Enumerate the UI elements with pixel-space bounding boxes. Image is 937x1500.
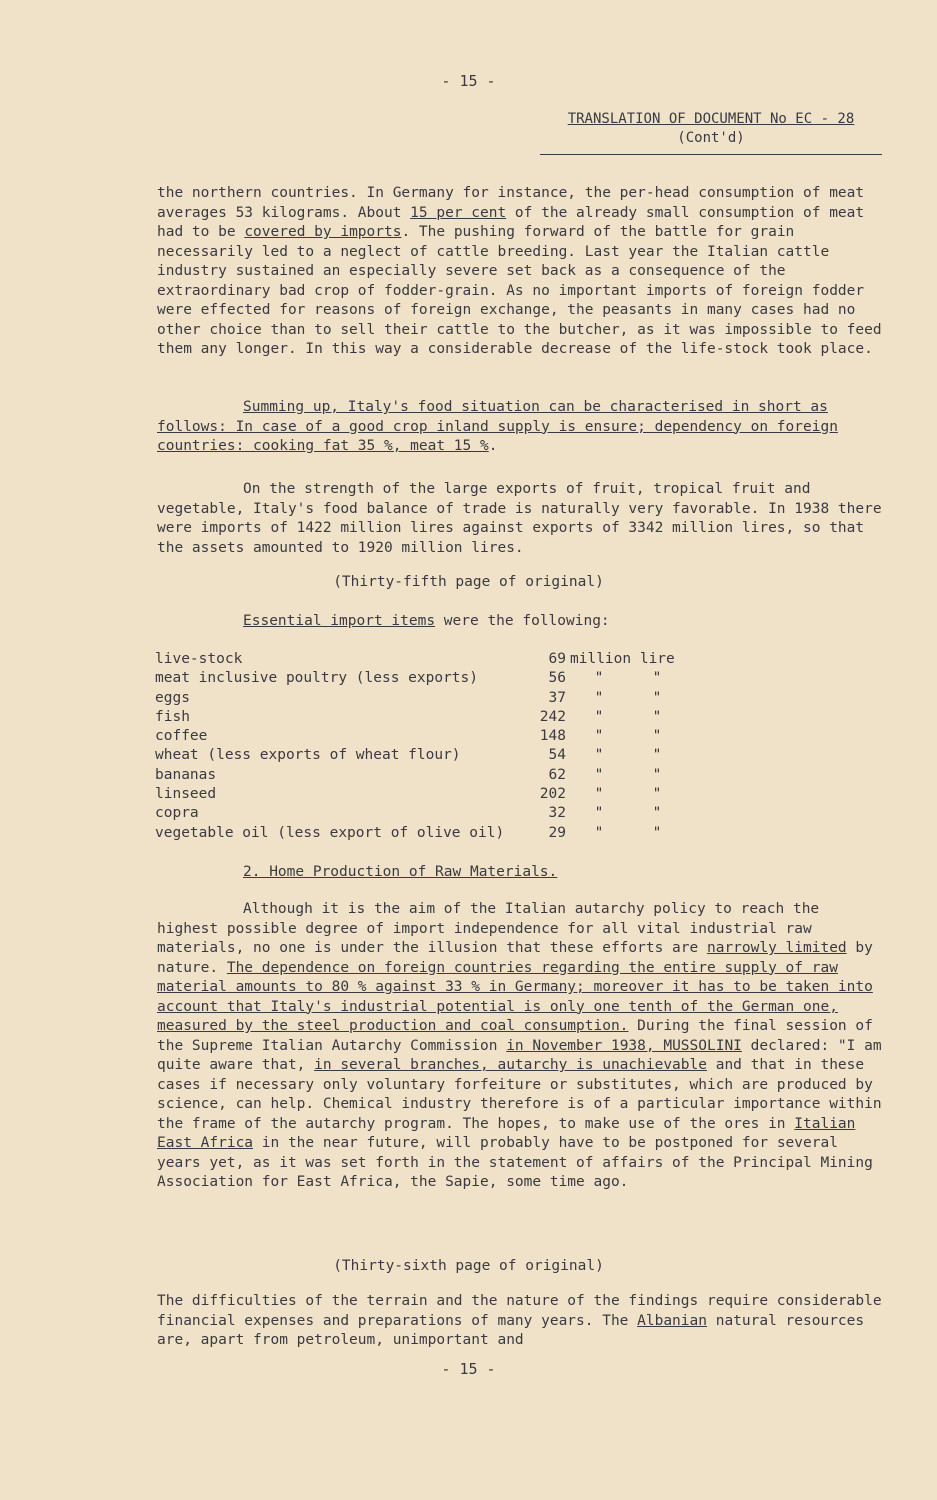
import-amount: 54 — [548, 747, 566, 764]
import-row — [155, 804, 720, 823]
import-amount: 242 — [539, 708, 566, 725]
text-run: natural resources are, apart from petroleum, unimportant and — [157, 1312, 865, 1348]
underlined-text: Albanian — [637, 1312, 707, 1329]
ditto-mark: " — [652, 708, 662, 725]
paragraph-summary — [157, 398, 885, 457]
ditto-mark: " — [594, 708, 604, 725]
import-item: copra — [155, 805, 199, 822]
underlined-text: in November 1938, MUSSOLINI — [506, 1037, 742, 1054]
ditto-mark: " — [594, 786, 604, 803]
text-run: the northern countries. In Germany for instance, the per-head consumption of meat averages 53 kilograms. About — [157, 185, 865, 221]
ditto-marks — [570, 746, 720, 765]
paragraph-meat-consumption — [157, 184, 885, 360]
ditto-mark: " — [594, 824, 604, 841]
text-run: declared: "I am quite aware that, — [157, 1037, 882, 1073]
translation-title: TRANSLATION OF DOCUMENT No EC - 28 — [567, 111, 855, 127]
ditto-marks — [570, 727, 720, 746]
import-row — [155, 766, 720, 785]
ditto-mark: " — [594, 670, 604, 687]
continued-label: (Cont'd) — [677, 130, 745, 146]
ditto-marks — [570, 669, 720, 688]
translation-header — [540, 110, 882, 155]
page-number-bottom: - 15 - — [441, 1360, 496, 1378]
import-row — [155, 785, 720, 804]
ditto-marks — [570, 689, 720, 708]
original-page-note-35: (Thirty-fifth page of original) — [333, 574, 604, 590]
import-amount: 29 — [548, 824, 566, 841]
text-run: During the final session of the Supreme Italian Autarchy Commission — [157, 1018, 873, 1054]
ditto-mark: " — [652, 786, 662, 803]
ditto-mark: " — [652, 766, 662, 783]
import-amount: 202 — [539, 786, 566, 803]
section-2-heading: 2. Home Production of Raw Materials. — [243, 864, 558, 880]
underlined-text: Essential import items — [243, 613, 436, 629]
import-row — [155, 689, 720, 708]
import-amount: 62 — [548, 766, 566, 783]
ditto-mark: " — [594, 728, 604, 745]
ditto-mark: " — [652, 824, 662, 841]
text-run: The difficulties of the terrain and the nature of the findings require considerable financial expenses and preparations of many years. The — [157, 1293, 882, 1329]
ditto-marks — [570, 824, 720, 843]
import-item: meat inclusive poultry (less exports) — [155, 670, 479, 687]
underlined-text: narrowly limited — [706, 940, 847, 956]
ditto-mark: " — [594, 805, 604, 822]
text-run: and that in these cases if necessary only voluntary forfeiture or substitutes, which are produced by science, can help. Chemical industry therefore is of a particular importance within the frame of the autarchy program. The hopes, to make use of the ores in — [157, 1057, 882, 1132]
ditto-marks — [570, 766, 720, 785]
import-item: linseed — [155, 786, 217, 803]
underlined-text: covered by imports — [244, 224, 402, 240]
import-item: live-stock — [155, 651, 243, 667]
ditto-mark: " — [652, 747, 662, 764]
import-item: fish — [155, 708, 190, 725]
ditto-marks — [570, 804, 720, 823]
import-item: coffee — [155, 728, 208, 745]
text-run: On the strength of the large exports of fruit, tropical fruit and vegetable, Italy's food balance of trade is naturally very favorable. In 1938 there were imports of 1422 million lires against exports of 3342 million lires, so that the assets amounted to 1920 million lires. — [157, 481, 882, 556]
import-item: vegetable oil (less export of olive oil) — [155, 824, 505, 841]
ditto-marks — [570, 708, 720, 727]
import-amount: 148 — [539, 728, 566, 745]
text-run: were the following: — [435, 613, 610, 629]
import-row — [155, 727, 720, 746]
import-amount: 32 — [548, 805, 566, 822]
import-unit: million lire — [570, 651, 675, 667]
underlined-text: in several branches, autarchy is unachievable — [314, 1057, 707, 1073]
import-amount: 69 — [548, 651, 566, 667]
paragraph-raw-materials — [157, 900, 885, 1193]
underlined-text: 15 per cent — [410, 204, 507, 221]
import-item: wheat (less exports of wheat flour) — [155, 747, 461, 764]
page-number-top: - 15 - — [441, 72, 496, 90]
import-amount: 37 — [548, 689, 566, 706]
text-run: in the near future, will probably have to be postponed for several years yet, as it was set forth in the statement of affairs of the Principal Mining Association for East Africa, the Sapie, some time ago. — [157, 1135, 873, 1190]
paragraph-terrain — [157, 1292, 885, 1351]
imports-table — [155, 650, 720, 843]
paragraph-trade-balance — [157, 480, 885, 558]
text-run: . The pushing forward of the battle for grain necessarily led to a neglect of cattle breeding. Last year the Italian cattle industry sustained an especially severe set back as a consequence of the extraordinary bad crop of fodder-grain. As no important imports of foreign fodder were effected for reasons of foreign exchange, the peasants in many cases had no other choice than to sell their cattle to the butcher, as it was impossible to feed them any longer. In this way a considerable decrease of the life-stock took place. — [157, 224, 882, 357]
underlined-text: The dependence on foreign countries regarding the entire supply of raw material amounts to 80 % against 33 % in Germany; moreover it has to be taken into account that Italy's industrial potential is only one tenth of the German one, measured by the steel production and coal consumption. — [157, 959, 873, 1034]
ditto-mark: " — [652, 728, 662, 745]
import-item: bananas — [155, 766, 217, 783]
import-row — [155, 669, 720, 688]
underlined-text: Summing up, Italy's food situation can be characterised in short as follows: In case of a good crop inland supply is ensure; dependency on foreign countries: cooking fat 35 %, meat 15 % — [157, 399, 838, 454]
ditto-marks — [570, 785, 720, 804]
underlined-text: Italian East Africa — [157, 1115, 856, 1151]
ditto-mark: " — [652, 689, 662, 706]
original-page-note-36: (Thirty-sixth page of original) — [333, 1258, 604, 1274]
import-row — [155, 746, 720, 765]
import-item: eggs — [155, 689, 190, 706]
text-run: by nature. — [157, 940, 873, 976]
ditto-mark: " — [594, 689, 604, 706]
import-row — [155, 708, 720, 727]
ditto-mark: " — [652, 670, 662, 687]
ditto-mark: " — [594, 747, 604, 764]
header-rule — [540, 154, 882, 155]
text-run: Although it is the aim of the Italian autarchy policy to reach the highest possible degree of import independence for all vital industrial raw materials, no one is under the illusion that these efforts are — [157, 901, 820, 956]
text-run: of the already small consumption of meat had to be — [157, 204, 865, 240]
imports-heading — [243, 613, 610, 629]
import-row — [155, 650, 720, 669]
import-row — [155, 824, 720, 843]
text-run: . — [488, 438, 498, 454]
import-amount: 56 — [548, 670, 566, 687]
ditto-mark: " — [594, 766, 604, 783]
ditto-mark: " — [652, 805, 662, 822]
